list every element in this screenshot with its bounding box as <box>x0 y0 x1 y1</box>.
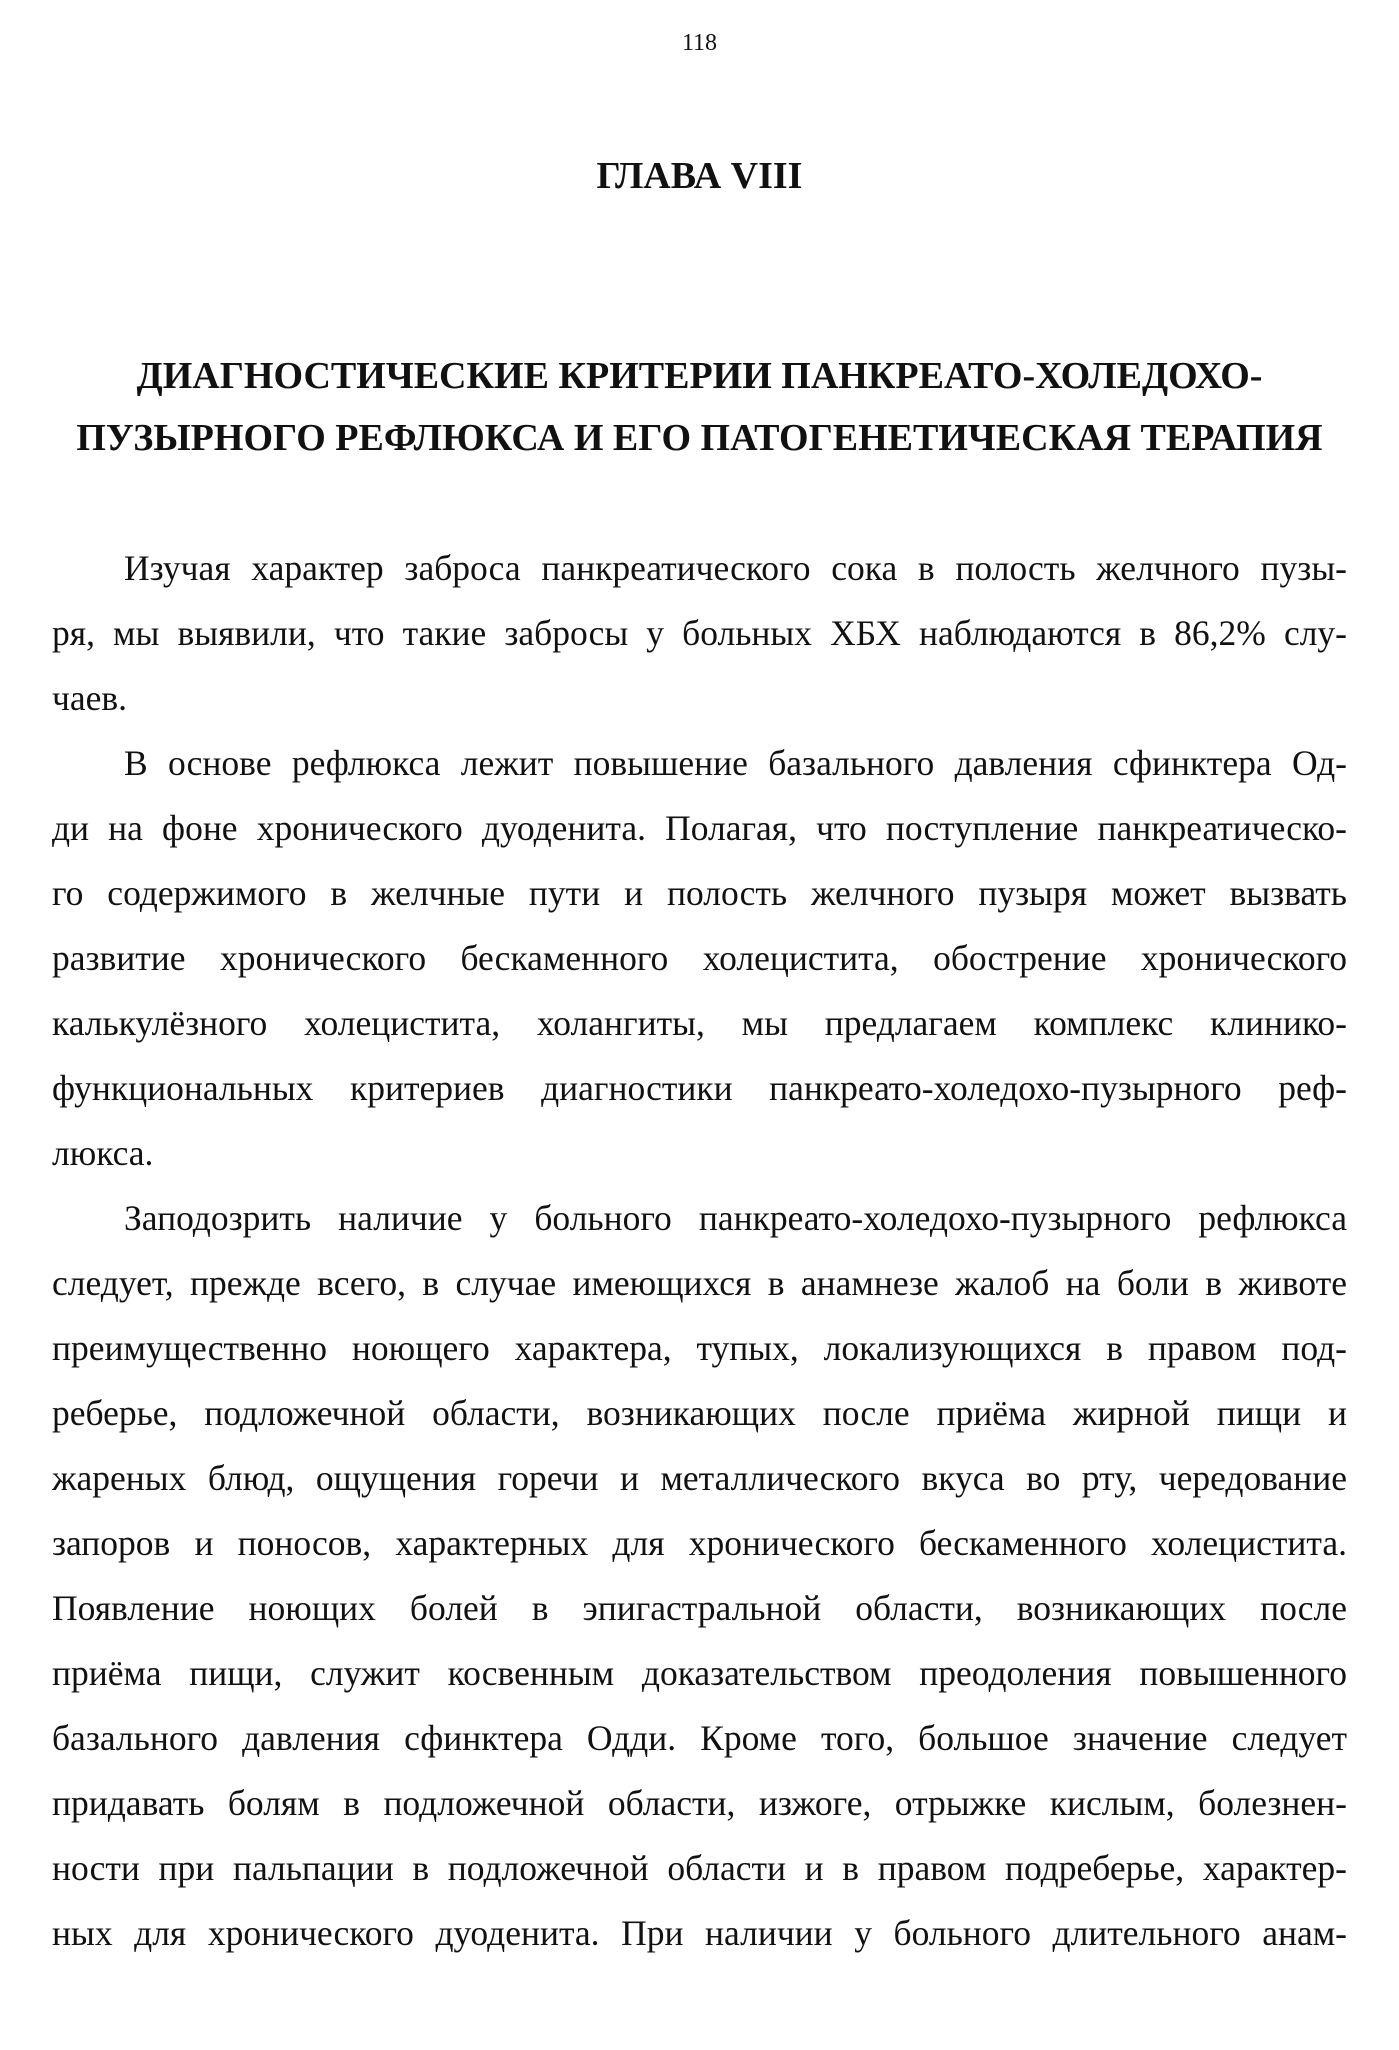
text-line: В основе рефлюкса лежит повышение базального давления сфинктера Од- <box>124 743 1347 783</box>
text-line: базального давления сфинктера Одди. Кроме того, большое значение следует <box>52 1718 1347 1758</box>
text-line: го содержимого в желчные пути и полость желчного пузыря может вызвать <box>52 873 1347 913</box>
body-text <box>52 536 1347 1966</box>
text-line: развитие хронического бескаменного холецистита, обострение хронического <box>52 938 1347 978</box>
text-line: калькулёзного холецистита, холангиты, мы предлагаем комплекс клинико- <box>52 1003 1347 1043</box>
text-line: ных для хронического дуоденита. При наличии у больного длительного анам- <box>52 1913 1347 1953</box>
text-line: следует, прежде всего, в случае имеющихся в анамнезе жалоб на боли в животе <box>52 1263 1347 1303</box>
text-line: реберье, подложечной области, возникающих после приёма жирной пищи и <box>52 1393 1347 1433</box>
text-line: преимущественно ноющего характера, тупых, локализующихся в правом под- <box>52 1328 1347 1368</box>
chapter-title-line: ПУЗЫРНОГО РЕФЛЮКСА И ЕГО ПАТОГЕНЕТИЧЕСКАЯ ТЕРАПИЯ <box>76 417 1323 459</box>
text-line: Появление ноющих болей в эпигастральной области, возникающих после <box>52 1588 1347 1628</box>
text-line: Изучая характер заброса панкреатического сока в полость желчного пузы- <box>124 548 1347 588</box>
text-line: люкса. <box>52 1133 154 1173</box>
chapter-title <box>0 345 1399 469</box>
text-line: ди на фоне хронического дуоденита. Полагая, что поступление панкреатическо- <box>52 808 1347 848</box>
text-line: ности при пальпации в подложечной области и в правом подреберье, характер- <box>52 1848 1347 1888</box>
text-line: запоров и поносов, характерных для хронического бескаменного холецистита. <box>52 1523 1347 1563</box>
text-line: функциональных критериев диагностики панкреато-холедохо-пузырного реф- <box>52 1068 1347 1108</box>
text-line: приёма пищи, служит косвенным доказательством преодоления повышенного <box>52 1653 1347 1693</box>
text-line: чаев. <box>52 678 128 718</box>
chapter-label: ГЛАВА VIII <box>596 155 803 197</box>
text-line: Заподозрить наличие у больного панкреато-холедохо-пузырного рефлюкса <box>124 1198 1347 1238</box>
page-number: 118 <box>681 30 718 56</box>
chapter-title-line: ДИАГНОСТИЧЕСКИЕ КРИТЕРИИ ПАНКРЕАТО-ХОЛЕДОХО- <box>136 355 1263 397</box>
text-line: ря, мы выявили, что такие забросы у больных ХБХ наблюдаются в 86,2% слу- <box>52 613 1347 653</box>
text-line: жареных блюд, ощущения горечи и металлического вкуса во рту, чередование <box>52 1458 1347 1498</box>
text-line: придавать болям в подложечной области, изжоге, отрыжке кислым, болезнен- <box>52 1783 1347 1823</box>
